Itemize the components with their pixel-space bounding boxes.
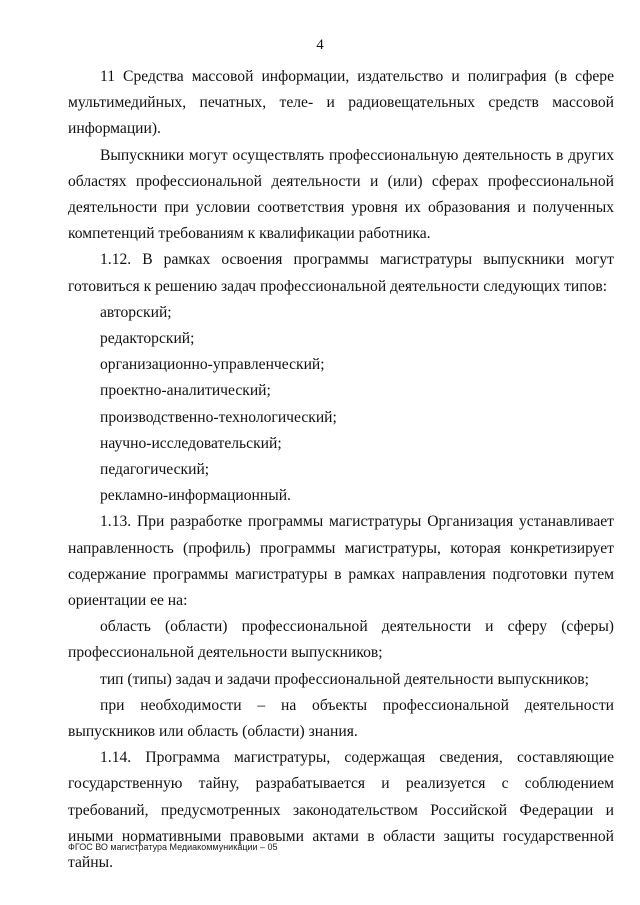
page-number: 4 xyxy=(316,37,324,53)
task-type-item: редакторский; xyxy=(100,330,195,348)
page-footer: ФГОС ВО магистратура Медиакоммуникации – 05 xyxy=(68,842,278,852)
paragraph-1-12: 1.12. В рамках освоения программы магистратуры выпускники могут готовиться к решению задач профессиональной деятельности следующих типов: xyxy=(68,251,614,295)
paragraph-1-14: 1.14. Программа магистратуры, содержащая сведения, составляющие государственную тайну, разрабатывается и реализуется с соблюдением требований, предусмотренных законодательством Российской Федерации и иными нормативными правовыми актами в области защиты государственной тайны. xyxy=(68,749,614,872)
task-type-item: производственно-технологический; xyxy=(100,408,337,426)
task-type-item: организационно-управленческий; xyxy=(100,356,325,374)
task-type-item: рекламно-информационный. xyxy=(100,487,291,505)
paragraph-1-13: 1.13. При разработке программы магистратуры Организация устанавливает направленность (профиль) программы магистратуры, которая конкретизирует содержание программы магистратуры в рамках направления подготовки путем ориентации ее на: xyxy=(68,513,614,610)
paragraph-mass-media: 11 Средства массовой информации, издательство и полиграфия (в сфере мультимедийных, печатных, теле- и радиовещательных средств массовой информации). xyxy=(68,68,614,138)
task-type-item: педагогический; xyxy=(100,461,210,479)
document-body xyxy=(68,64,614,876)
task-type-item: проектно-аналитический; xyxy=(100,382,271,400)
orientation-item: тип (типы) задач и задачи профессиональной деятельности выпускников; xyxy=(100,670,589,688)
paragraph-other-areas: Выпускники могут осуществлять профессиональную деятельность в других областях профессиональной деятельности и (или) сферах профессиональной деятельности при условии соответствия уровня их образования и полученных компетенций требованиям к квалификации работника. xyxy=(68,146,614,243)
orientation-item: область (области) профессиональной деятельности и сферу (сферы) профессиональной деятельности выпускников; xyxy=(68,618,614,662)
task-type-item: научно-исследовательский; xyxy=(100,434,282,452)
orientation-item: при необходимости – на объекты профессиональной деятельности выпускников или область (области) знания. xyxy=(68,696,614,741)
task-type-item: авторский; xyxy=(100,303,172,321)
